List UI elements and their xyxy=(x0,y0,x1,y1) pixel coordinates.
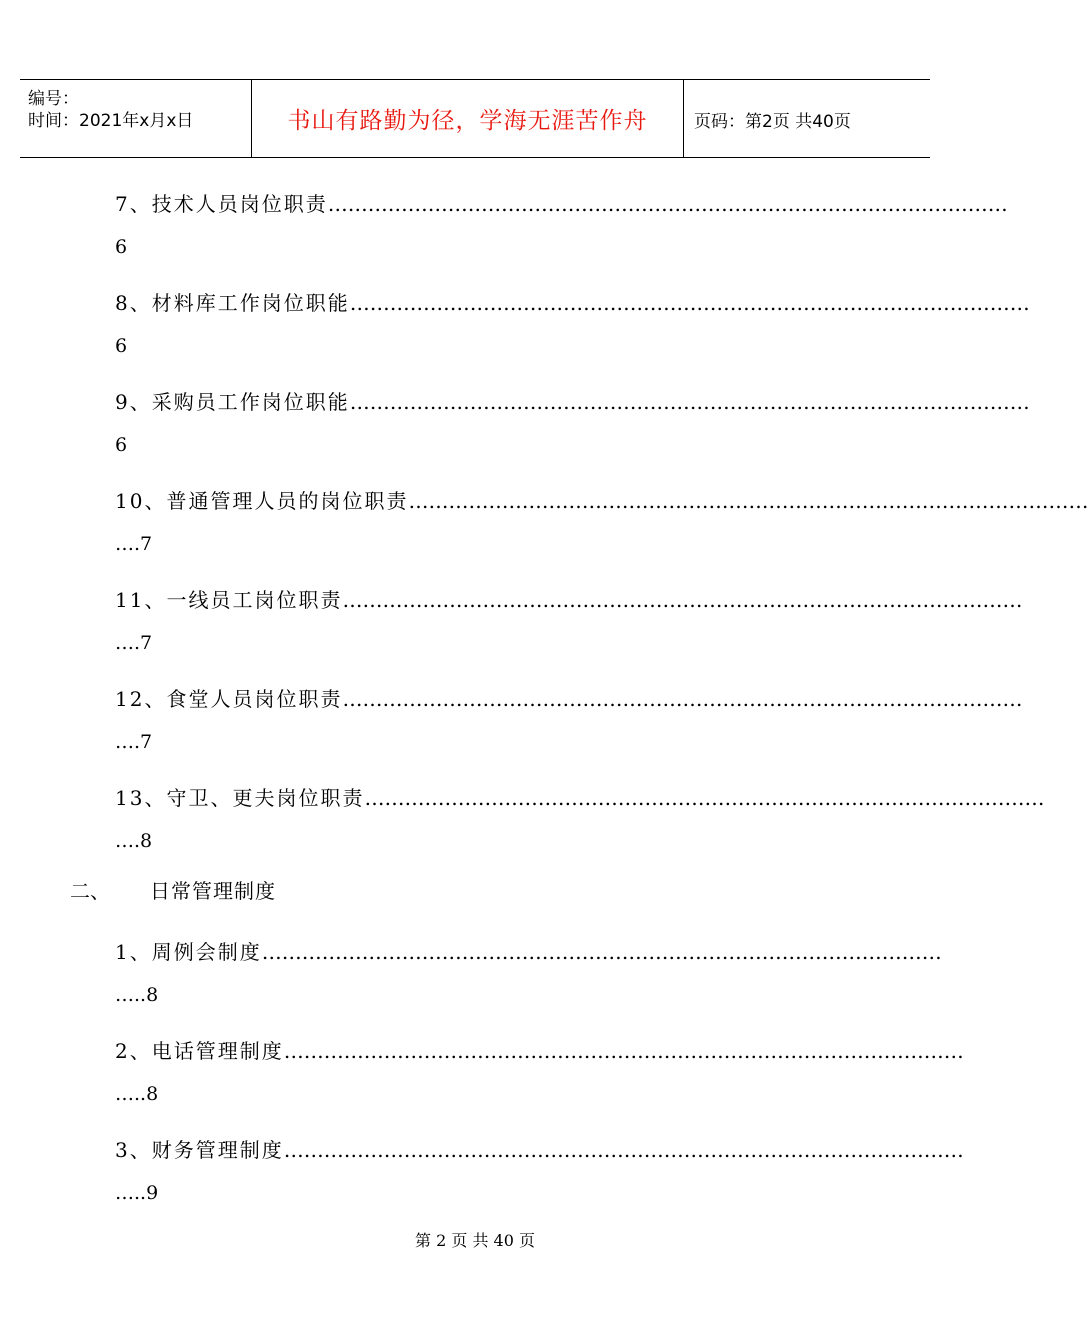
toc-leader: ………………………………………………………………………………………… xyxy=(283,1138,964,1162)
toc-entry xyxy=(115,1036,964,1116)
toc-entry xyxy=(115,1135,964,1215)
motto: 书山有路勤为径，学海无涯苦作舟 xyxy=(287,108,648,134)
toc-entry-label: 9、采购员工作岗位职能 xyxy=(115,390,350,414)
number-label: 编号： xyxy=(28,89,79,109)
toc-entry-label: 12、食堂人员岗位职责 xyxy=(115,687,343,711)
toc-leader: ………………………………………………………………………………………… xyxy=(342,588,1023,612)
toc-leader: ………………………………………………………………………………………… xyxy=(261,940,942,964)
toc-page-number: …..8 xyxy=(115,984,159,1006)
time-label: 时间：2021年x月x日 xyxy=(28,111,194,131)
toc-leader: ………………………………………………………………………………………… xyxy=(283,1039,964,1063)
toc-leader: ………………………………………………………………………………………… xyxy=(342,687,1023,711)
toc-page-number: ….7 xyxy=(115,533,153,555)
toc-leader: ………………………………………………………………………………………… xyxy=(327,192,1008,216)
toc-page-number: ….7 xyxy=(115,632,153,654)
toc-entry-label: 8、材料库工作岗位职能 xyxy=(115,291,350,315)
toc-page-number: 6 xyxy=(115,335,128,357)
toc-leader: ………………………………………………………………………………………… xyxy=(364,786,1045,810)
section-title: 日常管理制度 xyxy=(150,879,276,903)
header-middle-cell xyxy=(251,80,684,157)
toc-entry xyxy=(115,387,1030,467)
toc-page-number: …..8 xyxy=(115,1083,159,1105)
header-right-cell xyxy=(682,80,930,157)
toc-entry-label: 2、电话管理制度 xyxy=(115,1039,284,1063)
toc-entry-label: 7、技术人员岗位职责 xyxy=(115,192,328,216)
document-header xyxy=(20,79,930,158)
toc-entry-label: 3、财务管理制度 xyxy=(115,1138,284,1162)
toc-page-number: ….7 xyxy=(115,731,153,753)
toc-page-number: …..9 xyxy=(115,1182,159,1204)
toc-entry xyxy=(115,288,1030,368)
header-left-cell xyxy=(20,80,251,157)
toc-entry-label: 11、一线员工岗位职责 xyxy=(115,588,343,612)
toc-entry xyxy=(115,585,1023,665)
toc-leader: ………………………………………………………………………………………… xyxy=(408,489,1088,513)
section-number: 二、 xyxy=(70,879,110,903)
toc-leader: ………………………………………………………………………………………… xyxy=(349,291,1030,315)
toc-page-number: 6 xyxy=(115,434,128,456)
toc-entry-label: 1、周例会制度 xyxy=(115,940,262,964)
toc-page-number: ….8 xyxy=(115,830,153,852)
toc-entry xyxy=(115,783,1045,863)
toc-entry xyxy=(115,189,1008,269)
page-footer: 第 2 页 共 40 页 xyxy=(415,1231,535,1250)
page-info: 页码：第2页 共40页 xyxy=(694,112,851,132)
toc-entry-label: 13、守卫、更夫岗位职责 xyxy=(115,786,365,810)
toc-page-number: 6 xyxy=(115,236,128,258)
toc-entry xyxy=(115,684,1023,764)
toc-leader: ………………………………………………………………………………………… xyxy=(349,390,1030,414)
toc-entry-label: 10、普通管理人员的岗位职责 xyxy=(115,489,409,513)
toc-entry xyxy=(115,486,1088,566)
toc-entry xyxy=(115,937,942,1017)
